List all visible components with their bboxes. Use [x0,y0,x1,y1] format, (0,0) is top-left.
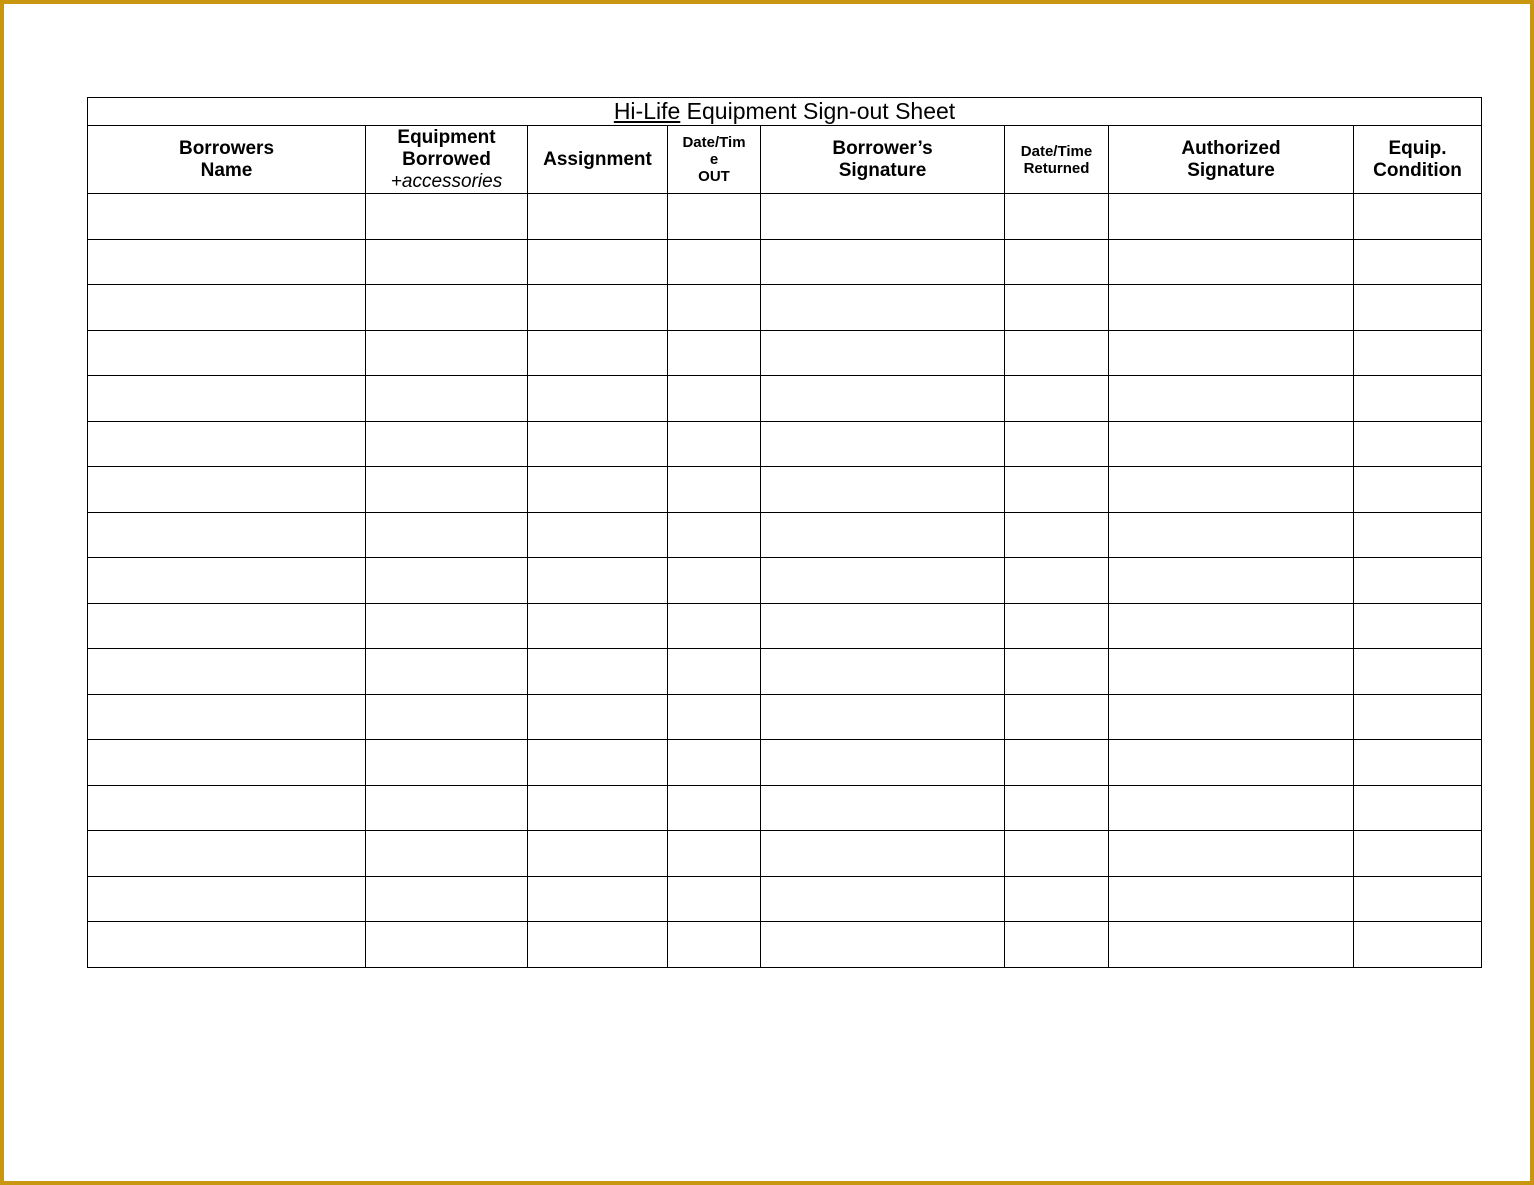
entry-cell[interactable] [88,512,366,558]
header-line: Date/Time [1020,142,1093,160]
entry-cell[interactable] [366,376,528,422]
entry-cell[interactable] [528,467,668,513]
header-line: Date/Tim [682,134,746,151]
entry-cell[interactable] [668,558,761,604]
entry-cell[interactable] [668,194,761,240]
entry-cell[interactable] [1005,239,1109,285]
table-row [88,376,1482,422]
entry-cell[interactable] [88,558,366,604]
entry-cell[interactable] [528,694,668,740]
entry-cell[interactable] [1109,876,1354,922]
entry-cell[interactable] [1354,876,1482,922]
entry-cell[interactable] [88,922,366,968]
entry-cell[interactable] [366,649,528,695]
entry-cell[interactable] [1005,421,1109,467]
entry-cell[interactable] [1005,740,1109,786]
entry-cell[interactable] [1109,603,1354,649]
entry-cell[interactable] [1005,785,1109,831]
table-row [88,740,1482,786]
header-equip-condition [1354,126,1482,194]
entry-cell[interactable] [1109,239,1354,285]
entry-cell[interactable] [761,330,1005,376]
entry-cell[interactable] [366,512,528,558]
entry-cell[interactable] [1354,740,1482,786]
header-line: Borrower’s [832,137,933,159]
entry-cell[interactable] [761,467,1005,513]
entry-cell[interactable] [528,831,668,877]
entry-cell[interactable] [668,421,761,467]
entry-cell[interactable] [366,831,528,877]
sign-out-rows [88,194,1482,968]
entry-cell[interactable] [1005,922,1109,968]
entry-cell[interactable] [366,467,528,513]
header-line: Equip. [1388,137,1447,159]
entry-cell[interactable] [1005,512,1109,558]
table-row [88,603,1482,649]
table-row [88,194,1482,240]
sign-out-table [87,97,1482,968]
entry-cell[interactable] [1109,649,1354,695]
entry-cell[interactable] [668,922,761,968]
entry-cell[interactable] [528,876,668,922]
entry-cell[interactable] [88,785,366,831]
header-line: Borrowers [178,137,275,159]
entry-cell[interactable] [1109,194,1354,240]
entry-cell[interactable] [668,285,761,331]
entry-cell[interactable] [1354,376,1482,422]
entry-cell[interactable] [1354,330,1482,376]
header-borrowers-name [88,126,366,194]
entry-cell[interactable] [668,831,761,877]
header-line: Returned [1023,159,1090,177]
entry-cell[interactable] [1109,330,1354,376]
entry-cell[interactable] [1005,558,1109,604]
column-header-row [88,126,1482,194]
entry-cell[interactable] [1354,467,1482,513]
entry-cell[interactable] [1354,922,1482,968]
table-row [88,285,1482,331]
header-line: e [709,151,719,168]
entry-cell[interactable] [528,376,668,422]
header-line: Name [200,159,253,181]
header-line: Signature [838,159,927,181]
entry-cell[interactable] [88,649,366,695]
entry-cell[interactable] [528,558,668,604]
header-line: Signature [1187,159,1275,181]
entry-cell[interactable] [366,194,528,240]
header-datetime-out [668,126,761,194]
entry-cell[interactable] [1109,694,1354,740]
table-row [88,876,1482,922]
entry-cell[interactable] [88,467,366,513]
entry-cell[interactable] [761,603,1005,649]
entry-cell[interactable] [1109,467,1354,513]
table-row [88,922,1482,968]
header-authorized-signature [1109,126,1354,194]
entry-cell[interactable] [88,740,366,786]
header-line: Assignment [543,148,652,170]
entry-cell[interactable] [1354,285,1482,331]
table-row [88,649,1482,695]
entry-cell[interactable] [761,831,1005,877]
entry-cell[interactable] [1109,421,1354,467]
entry-cell[interactable] [1005,467,1109,513]
entry-cell[interactable] [761,558,1005,604]
entry-cell[interactable] [761,512,1005,558]
entry-cell[interactable] [1354,694,1482,740]
table-row [88,831,1482,877]
entry-cell[interactable] [1109,285,1354,331]
entry-cell[interactable] [1109,922,1354,968]
table-row [88,512,1482,558]
header-borrowers-signature [761,126,1005,194]
entry-cell[interactable] [761,376,1005,422]
table-row [88,558,1482,604]
entry-cell[interactable] [668,603,761,649]
entry-cell[interactable] [668,239,761,285]
entry-cell[interactable] [1005,603,1109,649]
table-row [88,694,1482,740]
header-datetime-returned [1005,126,1109,194]
entry-cell[interactable] [1354,785,1482,831]
entry-cell[interactable] [761,694,1005,740]
entry-cell[interactable] [668,467,761,513]
entry-cell[interactable] [668,330,761,376]
header-equipment-borrowed [366,126,528,194]
entry-cell[interactable] [88,421,366,467]
table-row [88,785,1482,831]
entry-cell[interactable] [528,512,668,558]
entry-cell[interactable] [1354,421,1482,467]
entry-cell[interactable] [366,922,528,968]
entry-cell[interactable] [88,285,366,331]
entry-cell[interactable] [668,649,761,695]
entry-cell[interactable] [761,876,1005,922]
entry-cell[interactable] [366,239,528,285]
entry-cell[interactable] [88,194,366,240]
entry-cell[interactable] [1005,876,1109,922]
entry-cell[interactable] [366,740,528,786]
entry-cell[interactable] [1354,649,1482,695]
entry-cell[interactable] [88,330,366,376]
entry-cell[interactable] [1005,694,1109,740]
header-line: OUT [698,168,730,185]
table-row [88,421,1482,467]
entry-cell[interactable] [366,694,528,740]
sheet-title [88,98,1482,126]
entry-cell[interactable] [1354,831,1482,877]
entry-cell[interactable] [1354,603,1482,649]
title-rest: Equipment Sign-out Sheet [680,98,956,124]
entry-cell[interactable] [1109,831,1354,877]
entry-cell[interactable] [761,922,1005,968]
entry-cell[interactable] [528,740,668,786]
entry-cell[interactable] [528,922,668,968]
header-line: Authorized [1181,137,1281,159]
header-accessories-note: +accessories [390,170,503,192]
entry-cell[interactable] [366,421,528,467]
entry-cell[interactable] [1354,558,1482,604]
entry-cell[interactable] [1005,330,1109,376]
entry-cell[interactable] [1109,558,1354,604]
entry-cell[interactable] [1354,512,1482,558]
entry-cell[interactable] [366,330,528,376]
entry-cell[interactable] [88,239,366,285]
entry-cell[interactable] [366,876,528,922]
entry-cell[interactable] [88,376,366,422]
entry-cell[interactable] [528,194,668,240]
table-row [88,467,1482,513]
header-line: Borrowed [402,148,491,170]
entry-cell[interactable] [88,831,366,877]
entry-cell[interactable] [1005,194,1109,240]
entry-cell[interactable] [1005,831,1109,877]
entry-cell[interactable] [761,239,1005,285]
header-line: Equipment [397,126,496,148]
entry-cell[interactable] [366,285,528,331]
header-line: Condition [1373,159,1462,181]
entry-cell[interactable] [528,285,668,331]
entry-cell[interactable] [88,876,366,922]
entry-cell[interactable] [1005,285,1109,331]
entry-cell[interactable] [1109,376,1354,422]
entry-cell[interactable] [761,740,1005,786]
entry-cell[interactable] [668,376,761,422]
table-row [88,330,1482,376]
header-assignment [528,126,668,194]
entry-cell[interactable] [761,649,1005,695]
entry-cell[interactable] [1005,376,1109,422]
entry-cell[interactable] [1109,785,1354,831]
entry-cell[interactable] [1354,239,1482,285]
entry-cell[interactable] [1354,194,1482,240]
entry-cell[interactable] [528,785,668,831]
entry-cell[interactable] [88,694,366,740]
entry-cell[interactable] [761,285,1005,331]
entry-cell[interactable] [528,421,668,467]
entry-cell[interactable] [88,603,366,649]
entry-cell[interactable] [528,330,668,376]
table-row [88,239,1482,285]
entry-cell[interactable] [668,694,761,740]
entry-cell[interactable] [761,194,1005,240]
entry-cell[interactable] [668,740,761,786]
entry-cell[interactable] [528,649,668,695]
entry-cell[interactable] [668,876,761,922]
entry-cell[interactable] [1109,740,1354,786]
entry-cell[interactable] [1005,649,1109,695]
entry-cell[interactable] [366,785,528,831]
entry-cell[interactable] [668,512,761,558]
entry-cell[interactable] [761,785,1005,831]
title-prefix: Hi-Life [613,98,681,124]
entry-cell[interactable] [528,603,668,649]
entry-cell[interactable] [1109,512,1354,558]
entry-cell[interactable] [668,785,761,831]
entry-cell[interactable] [366,603,528,649]
entry-cell[interactable] [761,421,1005,467]
entry-cell[interactable] [528,239,668,285]
entry-cell[interactable] [366,558,528,604]
